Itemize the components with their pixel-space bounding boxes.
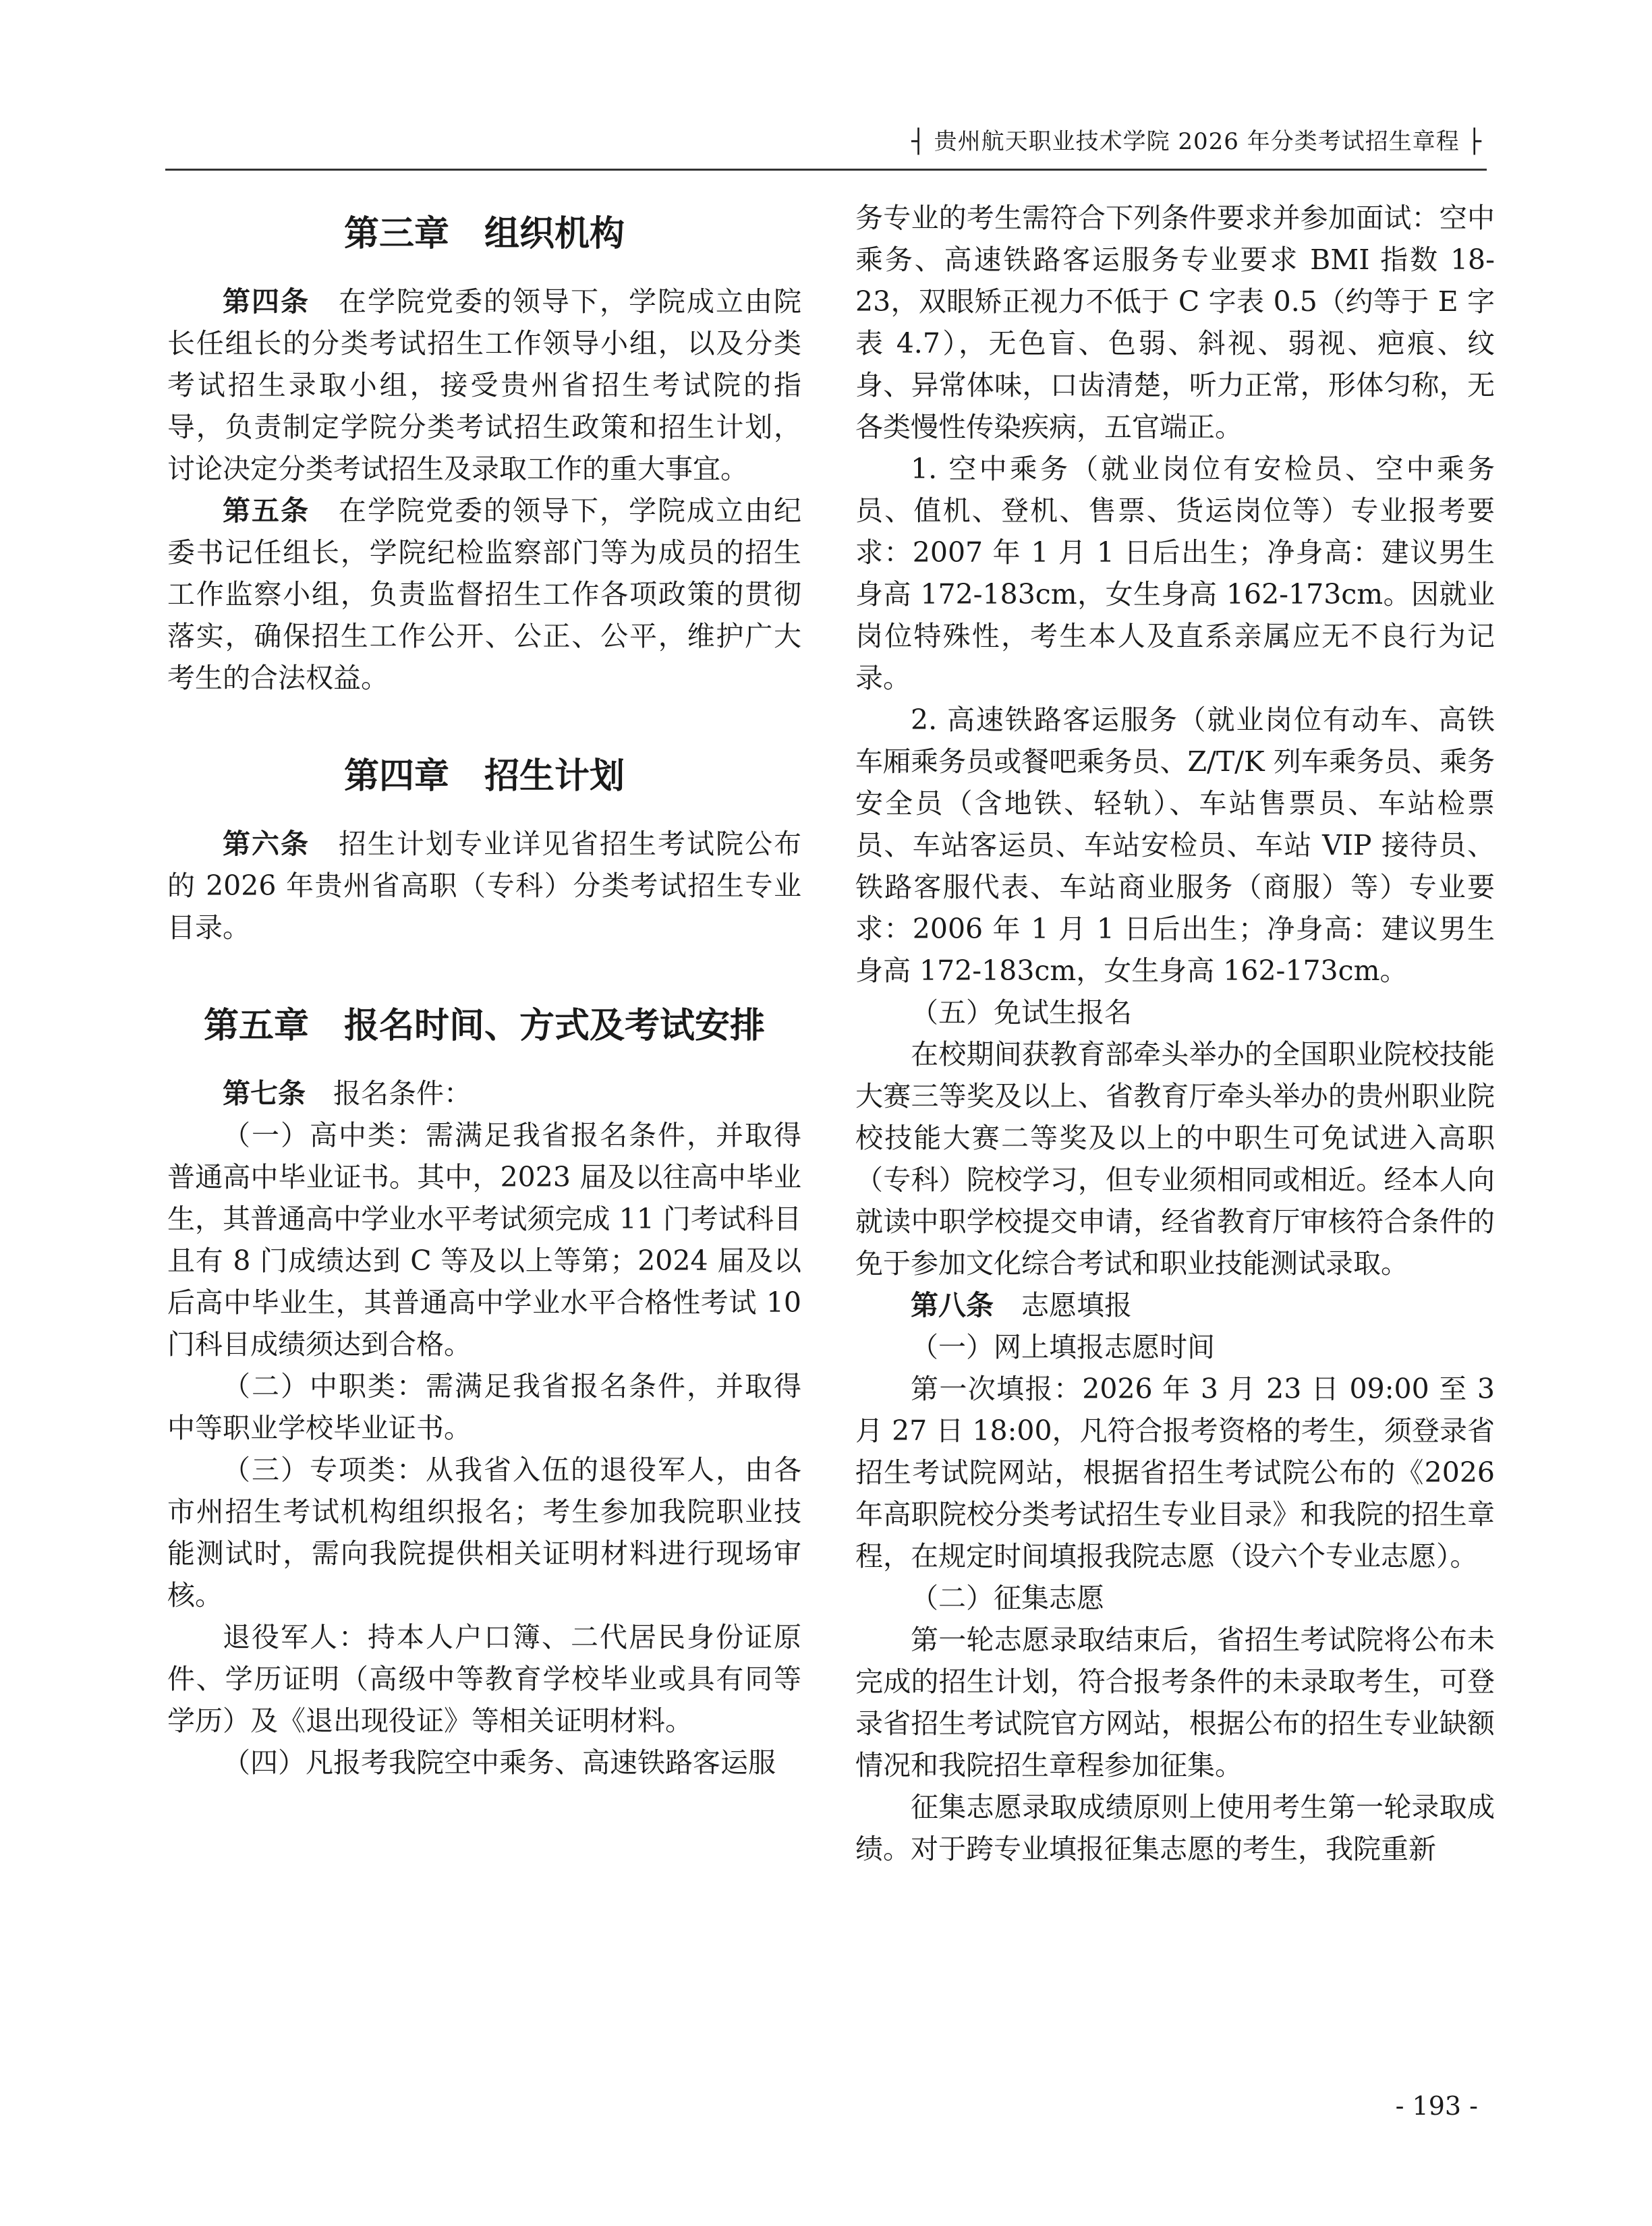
article-7-label: 第七条 bbox=[223, 1077, 306, 1110]
page-number: - 193 - bbox=[1395, 2091, 1478, 2121]
sub-item-2-railway: 2. 高速铁路客运服务（就业岗位有动车、高铁车厢乘务员或餐吧乘务员、Z/T/K 列车乘务员、乘务安全员（含地铁、轻轨）、车站售票员、车站检票员、车站客运员、车站安检员、车站 VIP 接待员、铁路客服代表、车站商业服务（商服）等）专业要求：2006 年 1 月 1 日后出生；净身高：建议男生身高 172-183cm，女生身高 162-173cm。 bbox=[855, 704, 1495, 987]
article-4 bbox=[167, 281, 801, 490]
article-8-label: 第八条 bbox=[911, 1289, 994, 1321]
article-8-text: 志愿填报 bbox=[1021, 1289, 1132, 1321]
item-5-title: （五）免试生报名 bbox=[911, 996, 1132, 1029]
left-column bbox=[167, 197, 801, 1783]
item-1-high-school: （一）高中类：需满足我省报名条件，并取得普通高中毕业证书。其中，2023 届及以往高中毕业生，其普通高中学业水平考试须完成 11 门考试科目且有 8 门成绩达到 C 等及以上等第；2024 届及以后高中毕业生，其普通高中学业水平合格性考试 10 门科目成绩须达到合格。 bbox=[167, 1119, 801, 1361]
item-5-text: 在校期间获教育部牵头举办的全国职业院校技能大赛三等奖及以上、省教育厅牵头举办的贵州职业院校技能大赛二等奖及以上的中职生可免试进入高职（专科）院校学习，但专业须相同或相近。经本人向就读中职学校提交申请，经省教育厅审核符合条件的免于参加文化综合考试和职业技能测试录取。 bbox=[855, 1038, 1495, 1280]
online-filing-title: （一）网上填报志愿时间 bbox=[911, 1331, 1215, 1363]
item-3-special: （三）专项类：从我省入伍的退役军人，由各市州招生考试机构组织报名；考生参加我院职业技能测试时，需向我院提供相关证明材料进行现场审核。 bbox=[167, 1454, 801, 1611]
item-4-start: （四）凡报考我院空中乘务、高速铁路客运服 bbox=[223, 1746, 776, 1779]
running-header: ┤ 贵州航天职业技术学院 2026 年分类考试招生章程 ├ bbox=[911, 128, 1482, 155]
article-7-text: 报名条件： bbox=[333, 1077, 472, 1110]
article-8 bbox=[855, 1284, 1495, 1326]
article-6-label: 第六条 bbox=[223, 828, 310, 860]
chapter-5-title: 第五章 报名时间、方式及考试安排 bbox=[203, 1006, 765, 1046]
header-rule bbox=[165, 169, 1487, 171]
online-filing-text: 第一次填报：2026 年 3 月 23 日 09:00 至 3 月 27 日 18:00，凡符合报考资格的考生，须登录省招生考试院网站，根据省招生考试院公布的《2026 年高职院校分类考试招生专业目录》和我院的招生章程，在规定时间填报我院志愿（设六个专业志愿）。 bbox=[855, 1373, 1495, 1572]
article-5-label: 第五条 bbox=[223, 494, 310, 527]
item-4-continued: 务专业的考生需符合下列条件要求并参加面试：空中乘务、高速铁路客运服务专业要求 BMI 指数 18-23，双眼矫正视力不低于 C 字表 0.5（约等于 E 字表 4.7），无色盲、色弱、斜视、弱视、疤痕、纹身、异常体味，口齿清楚，听力正常，形体匀称，无各类慢性传染疾病，五官端正。 bbox=[855, 202, 1495, 443]
collection-text-1: 第一轮志愿录取结束后，省招生考试院将公布未完成的招生计划，符合报考条件的未录取考生，可登录省招生考试院官方网站，根据公布的招生专业缺额情况和我院招生章程参加征集。 bbox=[855, 1624, 1495, 1781]
article-5-text: 在学院党委的领导下，学院成立由纪委书记任组长，学院纪检监察部门等为成员的招生工作监察小组，负责监督招生工作各项政策的贯彻落实，确保招生工作公开、公正、公平，维护广大考生的合法权益。 bbox=[167, 494, 801, 694]
article-5 bbox=[167, 490, 801, 699]
article-4-text: 在学院党委的领导下，学院成立由院长任组长的分类考试招生工作领导小组，以及分类考试招生录取小组，接受贵州省招生考试院的指导，负责制定学院分类考试招生政策和招生计划，讨论决定分类考试招生及录取工作的重大事宜。 bbox=[167, 285, 801, 485]
article-7 bbox=[167, 1073, 801, 1114]
article-6 bbox=[167, 823, 801, 948]
collection-title: （二）征集志愿 bbox=[911, 1582, 1104, 1614]
article-6-text: 招生计划专业详见省招生考试院公布的 2026 年贵州省高职（专科）分类考试招生专业目录。 bbox=[167, 828, 801, 944]
veterans-paragraph: 退役军人：持本人户口簿、二代居民身份证原件、学历证明（高级中等教育学校毕业或具有同等学历）及《退出现役证》等相关证明材料。 bbox=[167, 1621, 801, 1737]
chapter-4-title: 第四章 招生计划 bbox=[343, 756, 625, 797]
chapter-3-title: 第三章 组织机构 bbox=[343, 214, 625, 254]
sub-item-1-flight-attendant: 1. 空中乘务（就业岗位有安检员、空中乘务员、值机、登机、售票、货运岗位等）专业报考要求：2007 年 1 月 1 日后出生；净身高：建议男生身高 172-183cm，女生身高 162-173cm。因就业岗位特殊性，考生本人及直系亲属应无不良行为记录。 bbox=[855, 453, 1495, 694]
article-4-label: 第四条 bbox=[223, 285, 310, 318]
collection-text-2: 征集志愿录取成绩原则上使用考生第一轮录取成绩。对于跨专业填报征集志愿的考生，我院重新 bbox=[855, 1791, 1495, 1865]
item-2-vocational: （二）中职类：需满足我省报名条件，并取得中等职业学校毕业证书。 bbox=[167, 1370, 801, 1444]
right-column bbox=[855, 197, 1495, 1870]
